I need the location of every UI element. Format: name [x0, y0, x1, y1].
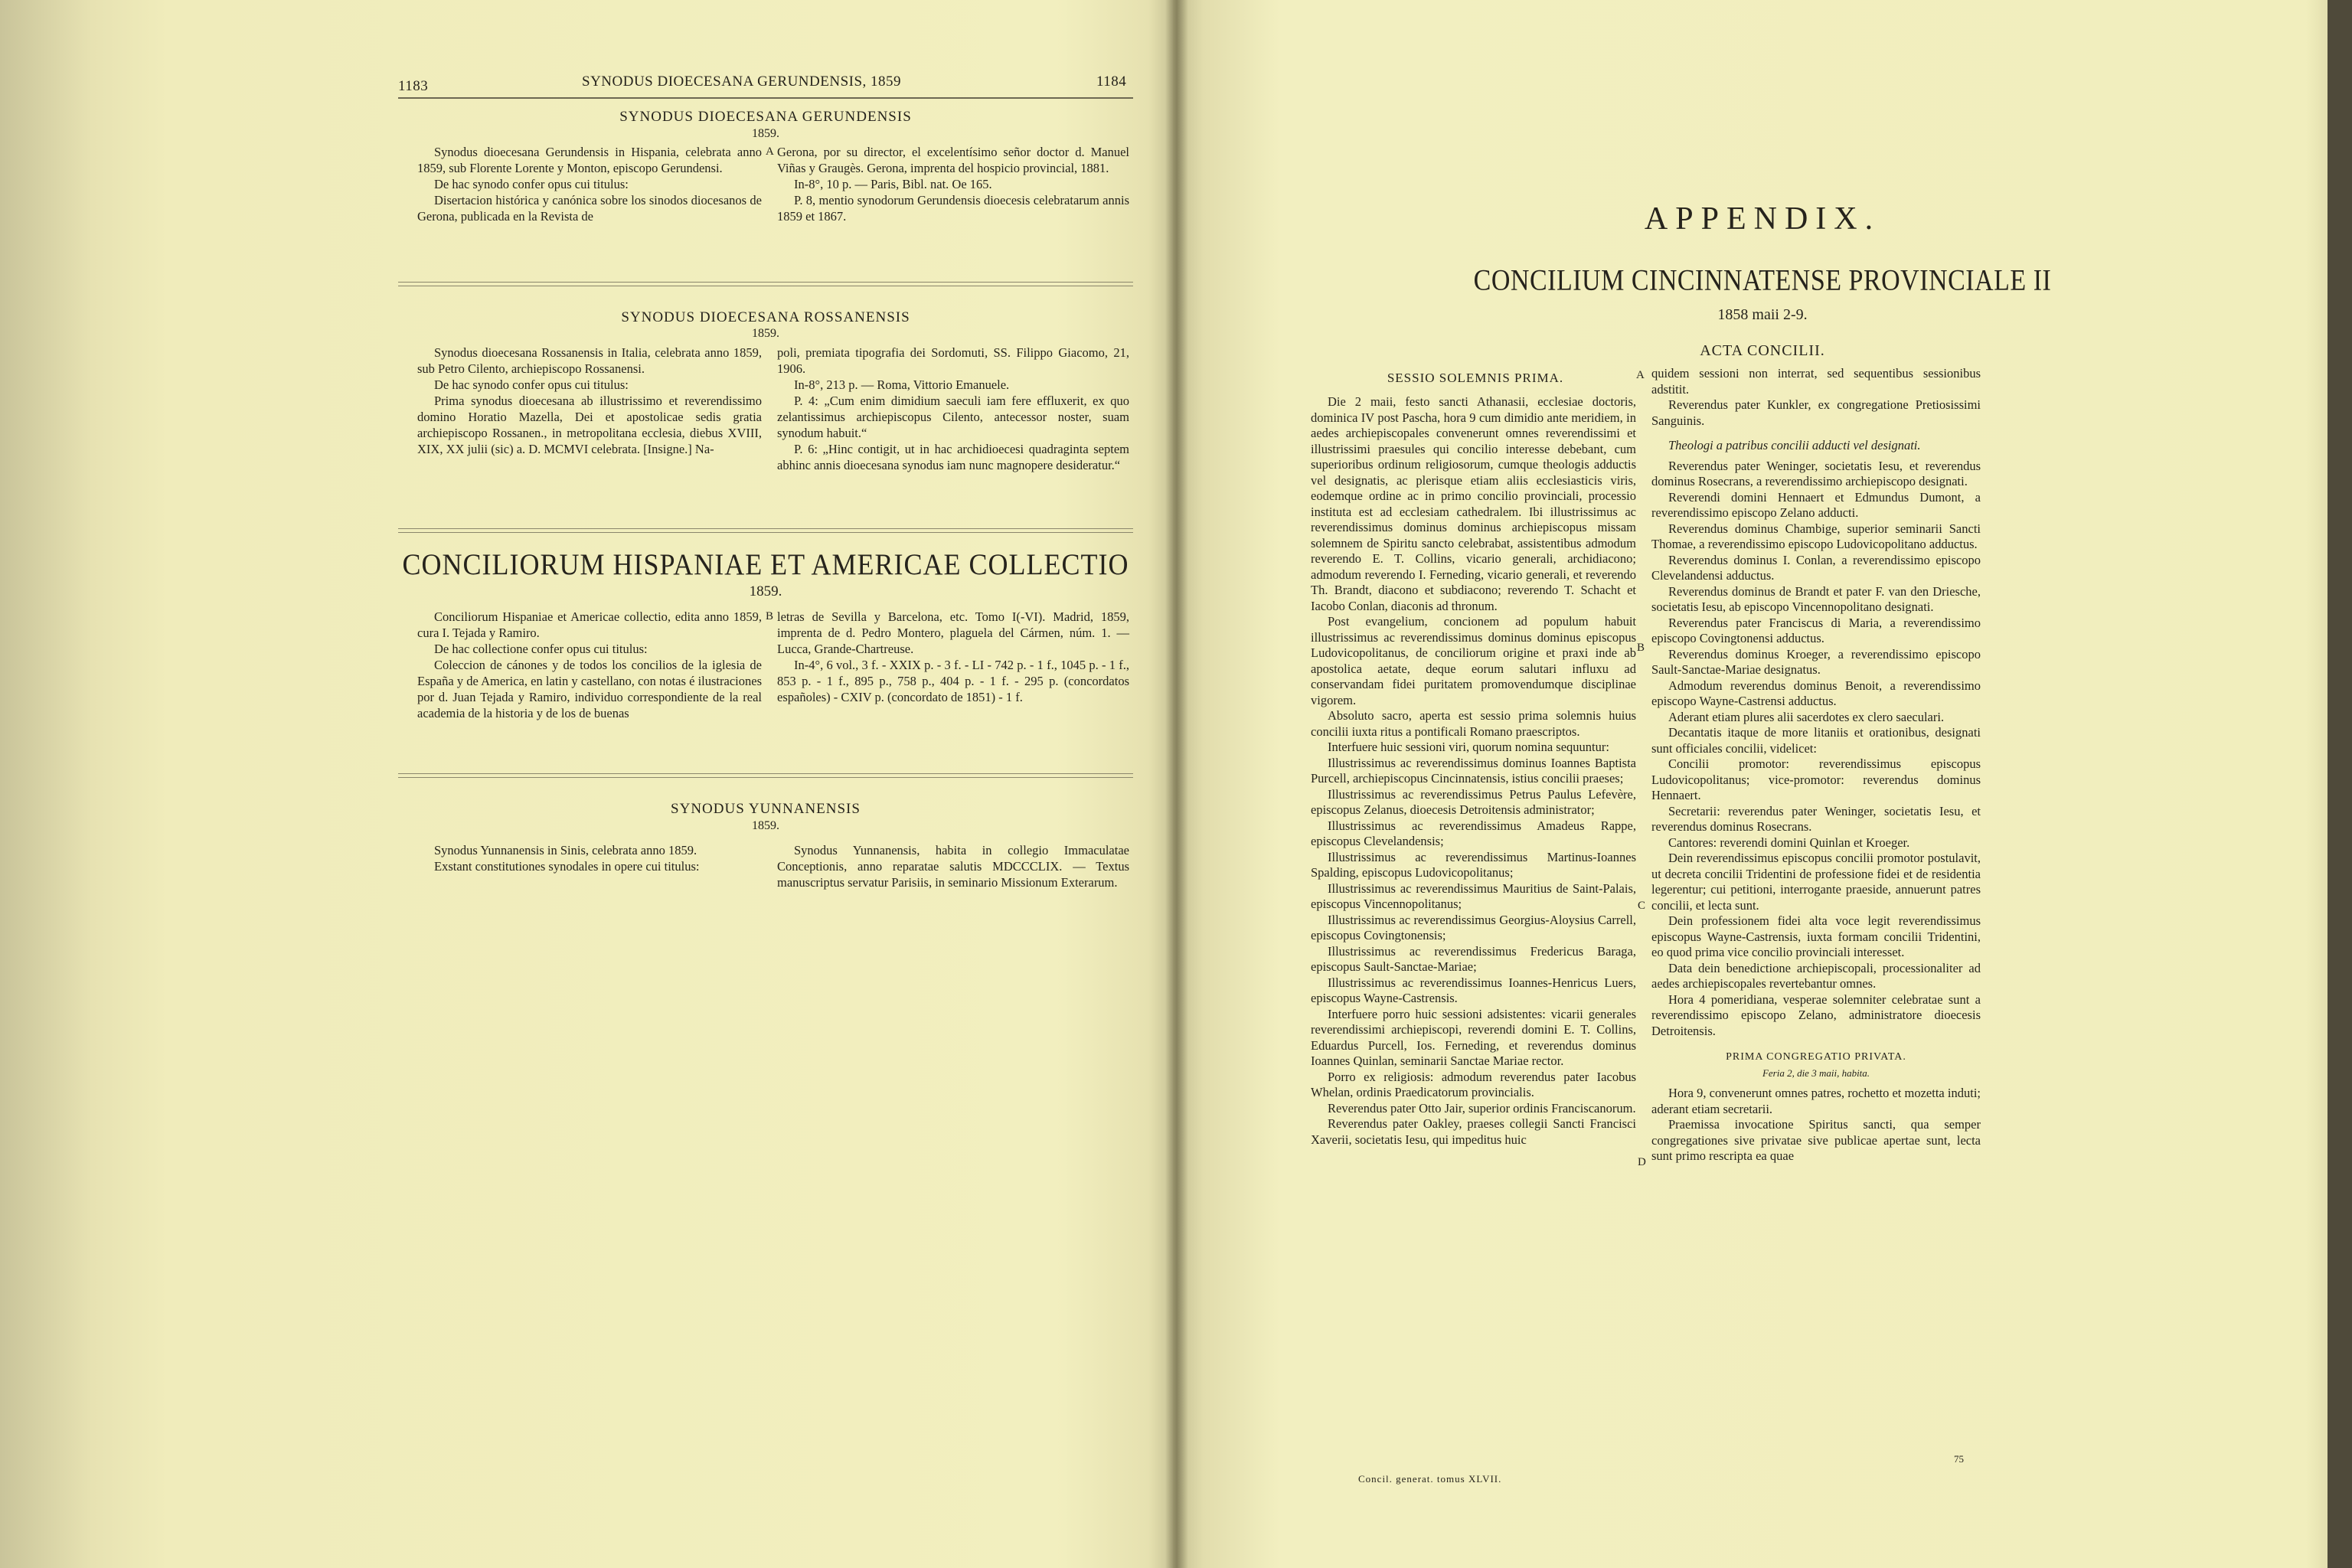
- section-col-left: [417, 144, 762, 224]
- paragraph: Reverendus pater Franciscus di Maria, a reverendissimo episcopo Covingtonensi adductus.: [1651, 615, 1981, 645]
- section-col-right: [777, 144, 1129, 224]
- running-title: SYNODUS DIOECESANA GERUNDENSIS, 1859: [582, 74, 902, 90]
- paragraph: Hora 4 pomeridiana, vesperae solemniter celebratae sunt a reverendissimo episcopo Zelano, administratore dioecesis Detroitensis.: [1651, 991, 1981, 1038]
- paragraph: P. 6: „Hinc contigit, ut in hac archidioecesi quadraginta septem abhinc annis dioecesana synodus iam nunc magnopere desideratur.“: [777, 442, 1129, 472]
- paragraph: Admodum reverendus dominus Benoit, a reverendissimo episcopo Wayne-Castrensi adductus.: [1651, 678, 1981, 708]
- session-heading: SESSIO SOLEMNIS PRIMA.: [1387, 371, 1564, 385]
- background-edge: [2328, 0, 2352, 1568]
- paragraph: P. 4: „Cum enim dimidium saeculi iam fere effluxerit, ex quo zelantissimus archiepiscopus Cilento, antecessor noster, suam synodum habuit.“: [777, 394, 1129, 440]
- paragraph: Interfuere porro huic sessioni adsistentes: vicarii generales reverendissimi archiepiscopi, reverendi domini E. T. Collins, Eduardus Purcell, Ios. Ferneding, et reverendus dominus Ioannes Quinlan, seminarii Sanctae Mariae rector.: [1311, 1006, 1636, 1068]
- paragraph: Illustrissimus ac reverendissimus Ioannes-Henricus Luers, episcopus Wayne-Castrensis.: [1311, 975, 1636, 1005]
- paragraph: Praemissa invocatione Spiritus sancti, qua semper congregationes sive privatae sive publicae apertae sunt, lecta sunt primo rescripta ea quae: [1651, 1117, 1981, 1163]
- section-col-right: [777, 842, 1129, 890]
- section-rule: [398, 282, 1133, 283]
- section-col-left: [417, 345, 762, 457]
- section-rule: [398, 777, 1133, 778]
- paragraph: Illustrissimus ac reverendissimus Martinus-Ioannes Spalding, episcopus Ludovicopolitanus;: [1311, 849, 1636, 880]
- section-title-yunnanensis: SYNODUS YUNNANENSIS: [671, 801, 861, 817]
- paragraph: Absoluto sacro, aperta est sessio prima solemnis huius concilii iuxta ritus a pontificali Romano praescriptos.: [1311, 708, 1636, 739]
- page-number-right: 1184: [1096, 74, 1127, 90]
- paragraph: Post evangelium, concionem ad populum habuit illustrissimus ac reverendissimus dominus dominus episcopus Ludovicopolitanus, de conciliorum origine et praxi inde ab apostolica aetate, deque eorum salutari influxu ad conservandam fidei puritatem promovendumque disciplinae vigorem.: [1311, 614, 1636, 707]
- paragraph: Reverendus pater Kunkler, ex congregatione Pretiosissimi Sanguinis.: [1651, 397, 1981, 428]
- paragraph: Gerona, por su director, el excelentísimo señor doctor d. Manuel Viñas y Graugès. Gerona, imprenta del hospicio provincial, 1881.: [777, 145, 1129, 175]
- section-year: 1859.: [749, 583, 782, 599]
- paragraph: Synodus Yunnanensis, habita in collegio Immaculatae Conceptionis, anno reparatae salutis MDCCCLIX. — Textus manuscriptus servatur Parisiis, in seminario Missionum Exterarum.: [777, 843, 1129, 890]
- paragraph: Data dein benedictione archiepiscopali, processionaliter ad aedes archiepiscopales revertebantur omnes.: [1651, 960, 1981, 991]
- margin-letter: A: [1636, 369, 1645, 381]
- margin-letter: A: [766, 145, 774, 158]
- section-title-rossanensis: SYNODUS DIOECESANA ROSSANENSIS: [621, 309, 910, 325]
- left-page: [0, 0, 1173, 1568]
- page-number-left: 1183: [398, 78, 429, 94]
- paragraph: Illustrissimus ac reverendissimus Amadeus Rappe, episcopus Clevelandensis;: [1311, 818, 1636, 848]
- paragraph: De hac collectione confer opus cui titulus:: [434, 642, 648, 656]
- paragraph: Coleccion de cánones y de todos los concilios de la iglesia de España y de America, en latin y castellano, con notas é ilustraciones por d. Juan Tejada y Ramiro, individuo correspondiente de la real academia de la historia y de los de buenas: [417, 658, 762, 720]
- paragraph: Interfuere huic sessioni viri, quorum nomina sequuntur:: [1328, 740, 1609, 754]
- paragraph: Disertacion histórica y canónica sobre los sinodos diocesanos de Gerona, publicada en la Revista de: [417, 193, 762, 224]
- margin-letter: B: [1637, 642, 1645, 654]
- paragraph: Cantores: reverendi domini Quinlan et Kroeger.: [1668, 835, 1910, 850]
- paragraph: Hora 9, convenerunt omnes patres, rochetto et mozetta induti; aderant etiam secretarii.: [1651, 1086, 1981, 1116]
- paragraph: quidem sessioni non interrat, sed sequentibus sessionibus adstitit.: [1651, 366, 1981, 397]
- theologi-heading: Theologi a patribus concilii adducti vel designati.: [1668, 438, 1921, 452]
- section-title-gerundensis: SYNODUS DIOECESANA GERUNDENSIS: [619, 109, 912, 125]
- council-dates: 1858 maii 2-9.: [1717, 306, 1808, 323]
- footer-number: 75: [1954, 1453, 1964, 1465]
- paragraph: Reverendus pater Otto Jair, superior ordinis Franciscanorum.: [1328, 1100, 1636, 1116]
- paragraph: De hac synodo confer opus cui titulus:: [434, 177, 629, 191]
- appendix-title: APPENDIX.: [1644, 201, 1881, 237]
- paragraph: Synodus Yunnanensis in Sinis, celebrata anno 1859.: [434, 843, 697, 858]
- congregatio-date: Feria 2, die 3 maii, habita.: [1762, 1067, 1870, 1079]
- paragraph: Aderant etiam plures alii sacerdotes ex clero saeculari.: [1668, 709, 1945, 724]
- section-year: 1859.: [752, 127, 779, 140]
- paragraph: Illustrissimus ac reverendissimus Fredericus Baraga, episcopus Sault-Sanctae-Mariae;: [1311, 943, 1636, 974]
- paragraph: De hac synodo confer opus cui titulus:: [434, 377, 629, 392]
- council-title: CONCILIUM CINCINNATENSE PROVINCIALE II: [1473, 264, 2052, 297]
- section-col-left: [417, 609, 762, 721]
- paragraph: Prima synodus dioecesana ab illustrissimo et reverendissimo domino Horatio Mazella, Dei et apostolicae sedis gratia archiepiscopo Rossanen., in metropolitana ecclesia, diebus XVIII, XIX, XX julii (sic) a. D. MCMVI celebrata. [Insigne.] Na-: [417, 394, 762, 456]
- paragraph: Secretarii: reverendus pater Weninger, societatis Iesu, et reverendus dominus Rosecrans.: [1651, 803, 1981, 834]
- paragraph: Illustrissimus ac reverendissimus Georgius-Aloysius Carrell, episcopus Covingtonensis;: [1311, 912, 1636, 942]
- paragraph: Reverendus dominus I. Conlan, a reverendissimo episcopo Clevelandensi adductus.: [1651, 552, 1981, 583]
- paragraph: Porro ex religiosis: admodum reverendus pater Iacobus Whelan, ordinis Praedicatorum provincialis.: [1311, 1069, 1636, 1099]
- book-gutter: [1165, 0, 1188, 1568]
- paragraph: Dein professionem fidei alta voce legit reverendissimus episcopus Wayne-Castrensis, iuxta formam concilii Tridentini, eo quod prima vice concilio provinciali interesset.: [1651, 913, 1981, 959]
- paragraph: Reverendi domini Hennaert et Edmundus Dumont, a reverendissimo episcopo Zelano adducti.: [1651, 489, 1981, 520]
- right-col-left: [1311, 394, 1636, 1148]
- section-col-right: [777, 345, 1129, 473]
- paragraph: Reverendus dominus Chambige, superior seminarii Sancti Thomae, a reverendissimo episcopo Ludovicopolitano adductus.: [1651, 521, 1981, 551]
- paragraph: Reverendus dominus Kroeger, a reverendissimo episcopo Sault-Sanctae-Mariae designatus.: [1651, 646, 1981, 677]
- paragraph: In-8°, 10 p. — Paris, Bibl. nat. Oe 165.: [794, 177, 992, 191]
- paragraph: Die 2 maii, festo sancti Athanasii, ecclesiae doctoris, dominica IV post Pascha, hora 9 cum dimidio ante meridiem, in aedes archiepiscopales convenerunt omnes reverendissimi et illustrissimi praesules qui concilio interesse debebant, cum superioribus ordinum religiosorum, cumque theologis adductis vel designatis, ac plerisque etiam aliis ecclesiasticis viris, eodemque ordine ac in primo concilio provinciali, processio instituta est ad ecclesiam cathedralem. Ibi illustrissimus ac reverendissimus dominus dominus archiepiscopus missam solemnem de Spiritu sancto celebrabat, assistentibus admodum reverendo E. T. Collins, vicario generali, archidiacono; admodum reverendo I. Ferneding, vicario generali, et reverendo Th. Brandt, diacono et subdiacono; reverendo T. Schacht et Iacobo Conlan, diaconis ad thronum.: [1311, 394, 1636, 613]
- section-rule: [398, 528, 1133, 529]
- section-rule: [398, 532, 1133, 533]
- right-col-right: [1651, 366, 1981, 1165]
- footer-signature: Concil. generat. tomus XLVII.: [1358, 1473, 1502, 1485]
- paragraph: Synodus dioecesana Rossanensis in Italia, celebrata anno 1859, sub Petro Cilento, archiepiscopo Rossanensi.: [417, 345, 762, 376]
- paragraph: Conciliorum Hispaniae et Americae collectio, edita anno 1859, cura I. Tejada y Ramiro.: [417, 609, 762, 640]
- acta-heading: ACTA CONCILII.: [1700, 342, 1825, 359]
- paragraph: P. 8, mentio synodorum Gerundensis dioecesis celebratarum annis 1859 et 1867.: [777, 193, 1129, 224]
- paragraph: In-8°, 213 p. — Roma, Vittorio Emanuele.: [794, 377, 1010, 392]
- paragraph: Decantatis itaque de more litaniis et orationibus, designati sunt officiales concilii, videlicet:: [1651, 725, 1981, 756]
- paragraph: Dein reverendissimus episcopus concilii promotor postulavit, ut decreta concilii Tridentini de professione fidei et de residentia legerentur; cui petitioni, interrogante praeside, annuerunt patres concilii, et lecta sunt.: [1651, 851, 1981, 913]
- paragraph: poli, premiata tipografia dei Sordomuti, SS. Filippo Giacomo, 21, 1906.: [777, 345, 1129, 376]
- paragraph: Reverendus pater Oakley, praeses collegii Sancti Francisci Xaverii, societatis Iesu, qui impeditus huic: [1311, 1116, 1636, 1147]
- congregatio-heading: PRIMA CONGREGATIO PRIVATA.: [1726, 1051, 1906, 1063]
- paragraph: letras de Sevilla y Barcelona, etc. Tomo I(-VI). Madrid, 1859, imprenta de d. Pedro Montero, plaguela del Cármen, núm. 1. — Lucca, Grande-Chartreuse.: [777, 609, 1129, 656]
- section-year: 1859.: [752, 819, 779, 832]
- paragraph: Exstant constitutiones synodales in opere cui titulus:: [434, 859, 700, 874]
- paragraph: Concilii promotor: reverendissimus episcopus Ludovicopolitanus; vice-promotor: reverendus dominus Hennaert.: [1651, 756, 1981, 802]
- header-rule: [398, 97, 1133, 99]
- section-col-left: [417, 842, 762, 874]
- margin-letter: D: [1638, 1156, 1646, 1168]
- margin-letter: C: [1638, 900, 1646, 912]
- margin-letter: B: [766, 610, 774, 622]
- section-title-collectio: CONCILIORUM HISPANIAE ET AMERICAE COLLECTIO: [402, 547, 1129, 581]
- paragraph: Reverendus pater Weninger, societatis Iesu, et reverendus dominus Rosecrans, a reverendissimo archiepiscopo designati.: [1651, 458, 1981, 488]
- paragraph: Illustrissimus ac reverendissimus dominus Ioannes Baptista Purcell, archiepiscopus Cincinnatensis, istius concilii praeses;: [1311, 755, 1636, 786]
- paragraph: Reverendus dominus de Brandt et pater F. van den Driesche, societatis Iesu, ab episcopo Vincennopolitano designati.: [1651, 583, 1981, 614]
- paragraph: Illustrissimus ac reverendissimus Mauritius de Saint-Palais, episcopus Vincennopolitanus;: [1311, 880, 1636, 911]
- section-year: 1859.: [752, 327, 779, 340]
- section-col-right: [777, 609, 1129, 705]
- right-page: [1173, 0, 2352, 1568]
- section-rule: [398, 773, 1133, 774]
- paragraph: Synodus dioecesana Gerundensis in Hispania, celebrata anno 1859, sub Florente Lorente y Monton, episcopo Gerundensi.: [417, 145, 762, 175]
- paragraph: In-4°, 6 vol., 3 f. - XXIX p. - 3 f. - LI - 742 p. - 1 f., 1045 p. - 1 f., 853 p. - 1 f., 895 p., 758 p., 404 p. - 1 f. - 295 p. (concordatos españoles) - CXIV p. (concordato de 1851) - 1 f.: [777, 658, 1129, 704]
- paragraph: Illustrissimus ac reverendissimus Petrus Paulus Lefevère, episcopus Zelanus, dioecesis Detroitensis administrator;: [1311, 786, 1636, 817]
